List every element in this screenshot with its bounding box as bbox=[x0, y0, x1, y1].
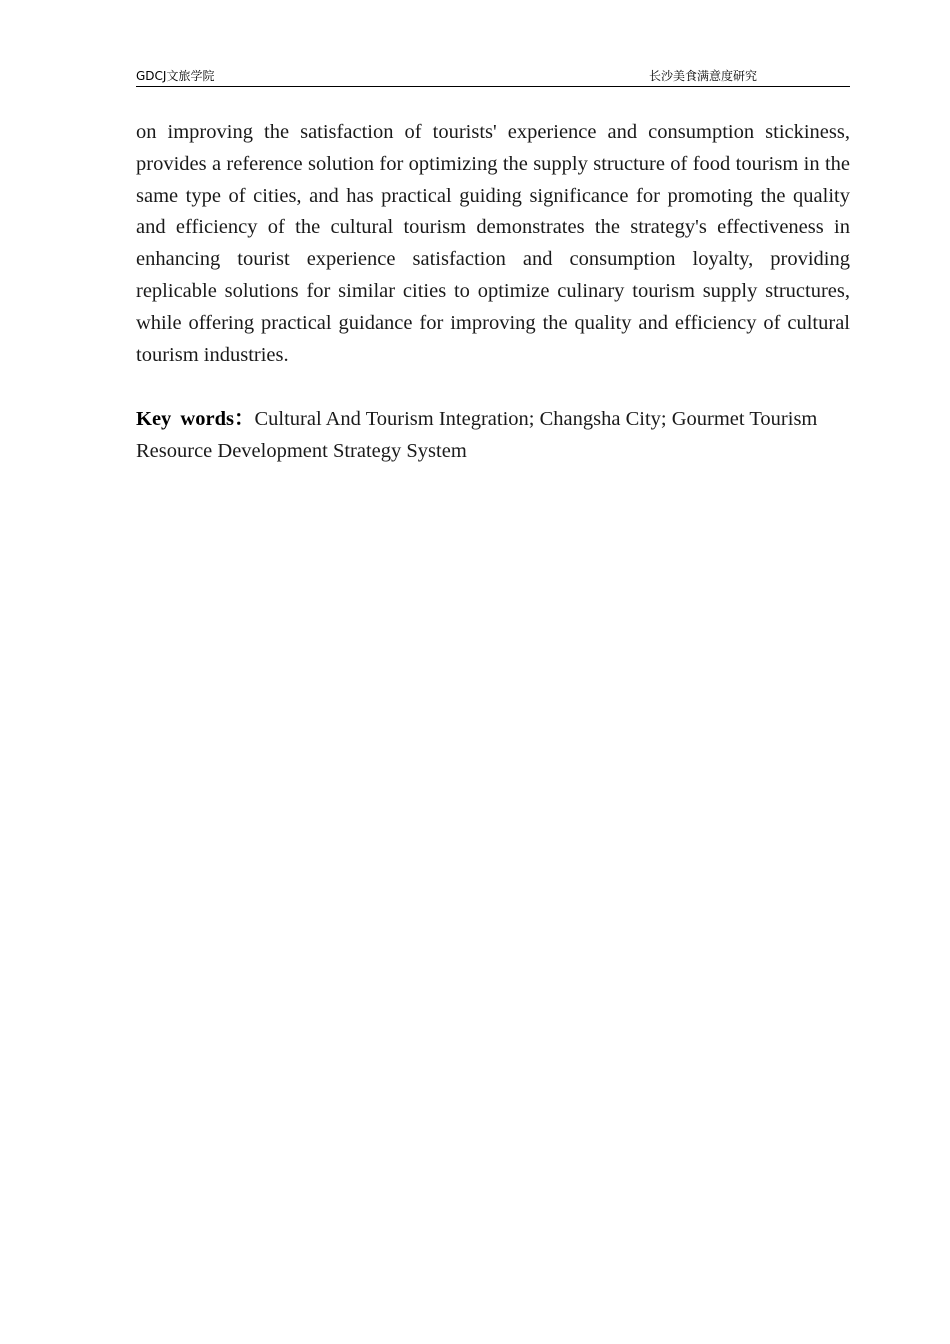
keywords-line bbox=[136, 403, 850, 467]
keywords-text: Cultural And Tourism Integration; Changsha City; Gourmet Tourism Resource Development Strategy System bbox=[136, 408, 818, 462]
header-institution: GDCJ文旅学院 bbox=[136, 69, 215, 83]
header-title: 长沙美食满意度研究 bbox=[649, 69, 758, 83]
keywords-label: Key words： bbox=[136, 408, 255, 430]
abstract-paragraph: on improving the satisfaction of tourists' experience and consumption stickiness, provides a reference solution for optimizing the supply structure of food tourism in the same type of cities, and has practical guiding significance for promoting the quality and efficiency of the cultural tourism demonstrates the strategy's effectiveness in enhancing tourist experience satisfaction and consumption loyalty, providing replicable solutions for similar cities to optimize culinary tourism supply structures, while offering practical guidance for improving the quality and efficiency of cultural tourism industries. bbox=[136, 121, 850, 366]
page-header bbox=[136, 67, 850, 87]
